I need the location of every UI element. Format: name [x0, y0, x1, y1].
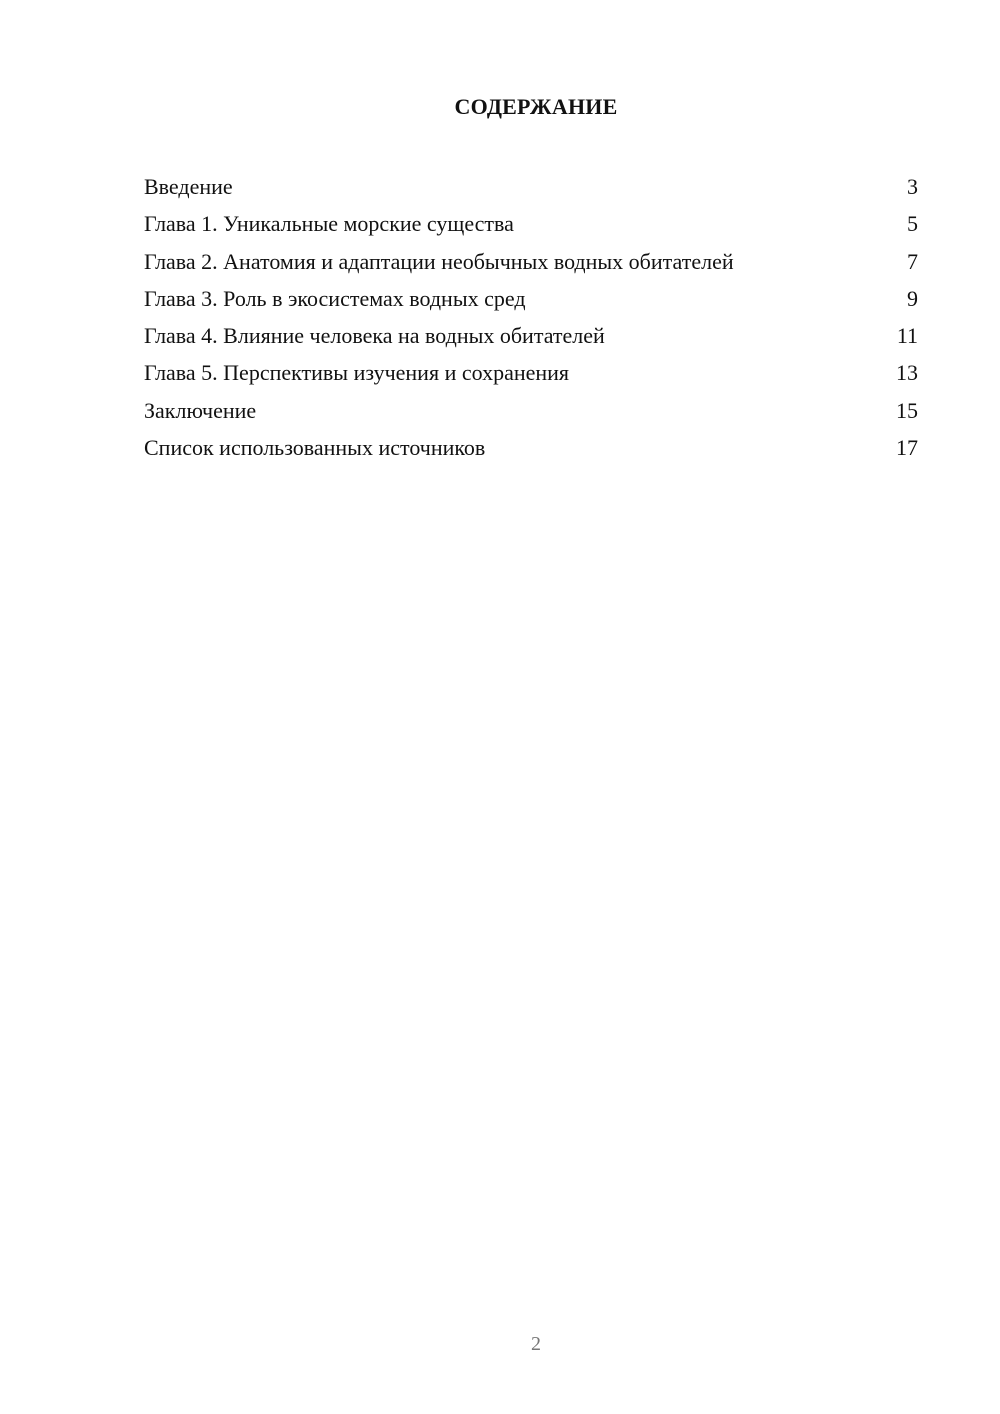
- toc-entry-page: 15: [896, 397, 918, 423]
- toc-entry-label: Глава 4. Влияние человека на водных обитателей: [144, 323, 605, 349]
- toc-title: СОДЕРЖАНИЕ: [454, 94, 618, 119]
- toc-entry-page: 3: [907, 174, 918, 199]
- toc-entry-page: 7: [907, 248, 918, 274]
- toc-entry-chapter-3: [144, 280, 918, 317]
- toc-entry-conclusion: [144, 392, 918, 429]
- toc-entry-label: Глава 3. Роль в экосистемах водных сред: [144, 285, 526, 311]
- toc-entry-label: Глава 2. Анатомия и адаптации необычных водных обитателей: [144, 248, 734, 274]
- toc-entry-chapter-5: [144, 354, 918, 391]
- toc-entry-label: Введение: [144, 174, 233, 199]
- toc-entry-references: [144, 429, 918, 466]
- table-of-contents: [144, 168, 918, 466]
- toc-entry-label: Список использованных источников: [144, 435, 486, 461]
- toc-entry-page: 9: [907, 285, 918, 311]
- toc-entry-page: 5: [907, 211, 918, 237]
- toc-entry-chapter-4: [144, 317, 918, 354]
- page-number: 2: [531, 1333, 541, 1355]
- toc-entry-page: 11: [896, 323, 918, 349]
- toc-entry-chapter-1: [144, 205, 918, 242]
- toc-entry-label: Глава 1. Уникальные морские существа: [144, 211, 514, 237]
- toc-entry-chapter-2: [144, 243, 918, 280]
- toc-entry-label: Заключение: [144, 397, 257, 423]
- toc-entry-page: 13: [896, 360, 918, 386]
- toc-entry-introduction: [144, 168, 918, 205]
- toc-entry-label: Глава 5. Перспективы изучения и сохранения: [144, 360, 570, 386]
- toc-entry-page: 17: [896, 435, 918, 461]
